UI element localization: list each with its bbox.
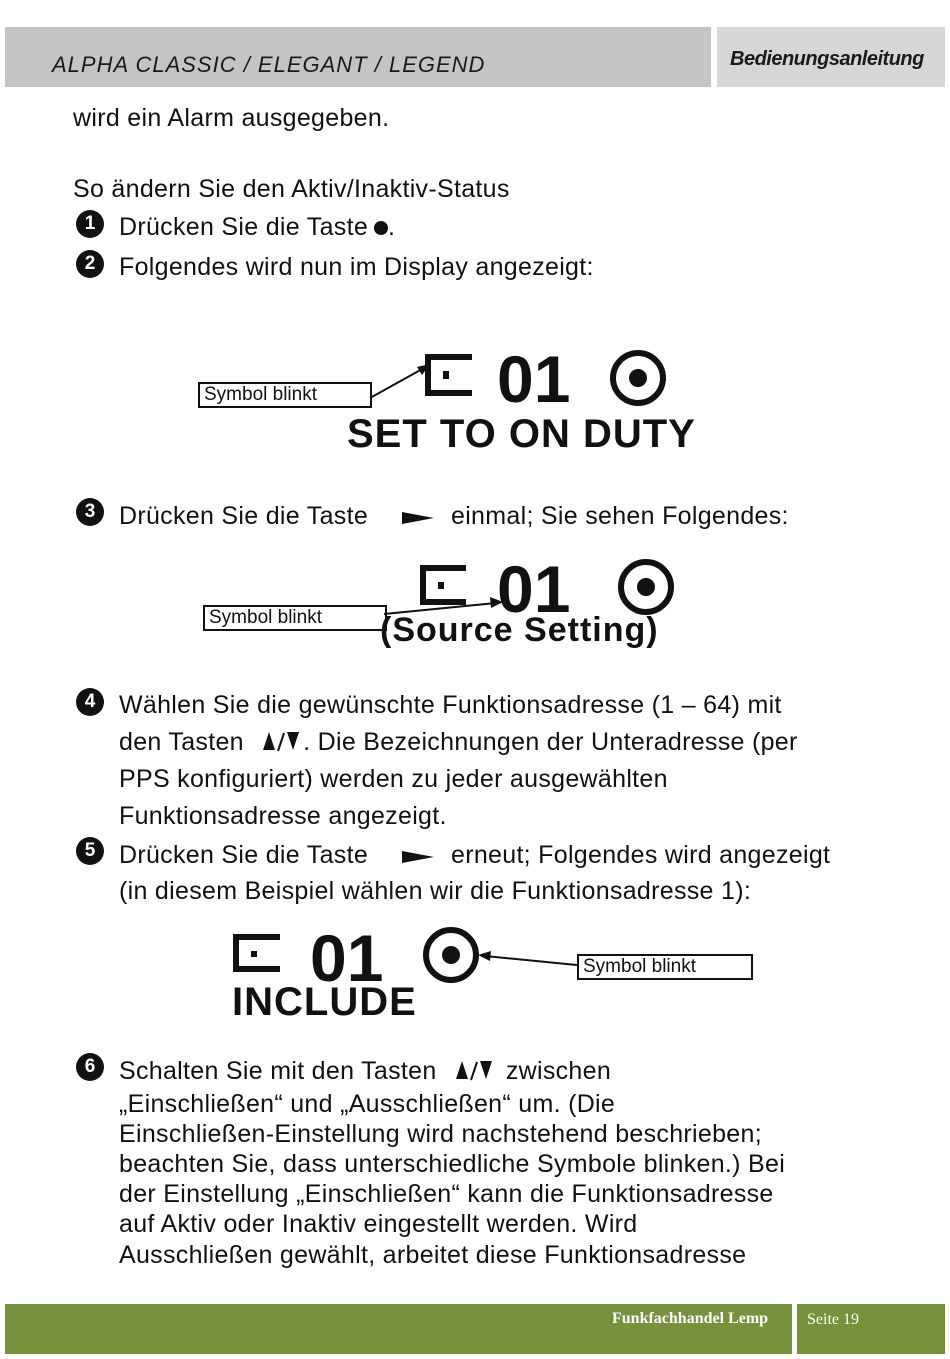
step-3-text-a: Drücken Sie die Taste: [119, 502, 369, 530]
step-6-line-5: der Einstellung „Einschließen“ kann die Funktionsadresse: [119, 1180, 774, 1208]
step-number-3: 3: [76, 498, 104, 526]
intro-line: wird ein Alarm ausgegeben.: [73, 104, 390, 132]
step-1-suffix: .: [388, 213, 396, 241]
step-4-line-4: Funktionsadresse angezeigt.: [119, 802, 447, 830]
page-number: Seite 19: [807, 1311, 859, 1328]
section-title: So ändern Sie den Aktiv/Inaktiv-Status: [73, 175, 510, 203]
step-5-text-b: erneut; Folgendes wird angezeigt: [451, 841, 831, 869]
step-6-line-4: beachten Sie, dass unterschiedliche Symbole blinken.) Bei: [119, 1150, 786, 1178]
display-3-number: 01: [310, 921, 384, 995]
step-4-line-1: Wählen Sie die gewünschte Funktionsadresse (1 – 64) mit: [119, 691, 782, 719]
display-2-caption: (Source Setting): [380, 611, 659, 649]
step-4-line-3: PPS konfiguriert) werden zu jeder ausgewählten: [119, 765, 668, 793]
step-number-5: 5: [76, 837, 104, 865]
step-number-2: 2: [76, 250, 104, 278]
display-3-caption: INCLUDE: [232, 980, 417, 1024]
step-4-line-2-a: den Tasten: [119, 728, 244, 756]
symbol-blinkt-label: Symbol blinkt: [577, 954, 753, 980]
symbol-blinkt-label: Symbol blinkt: [198, 382, 372, 408]
step-number-6: 6: [76, 1053, 104, 1081]
step-number-1: 1: [76, 210, 104, 238]
header-manual-label: Bedienungsanleitung: [730, 48, 924, 70]
display-2-number: 01: [497, 552, 571, 626]
step-6-line-6: auf Aktiv oder Inaktiv eingestellt werden. Wird: [119, 1210, 638, 1238]
step-6-line-1: [119, 1056, 611, 1086]
step-3-text-b: einmal; Sie sehen Folgendes:: [451, 502, 789, 530]
step-6-line-7: Ausschließen gewählt, arbeitet diese Funktionsadresse: [119, 1241, 747, 1269]
step-number-4: 4: [76, 688, 104, 716]
step-6-line-2: „Einschließen“ und „Ausschließen“ um. (Die: [119, 1090, 616, 1118]
step-4-line-2-b: . Die Bezeichnungen der Unteradresse (per: [303, 728, 798, 756]
symbol-blinkt-label: Symbol blinkt: [203, 605, 387, 631]
step-6-line-1-b: zwischen: [505, 1057, 612, 1085]
step-5-text-a: Drücken Sie die Taste: [119, 841, 369, 869]
step-6-line-3: Einschließen-Einstellung wird nachstehend beschrieben;: [119, 1120, 762, 1148]
step-1-label: Drücken Sie die Taste: [119, 213, 369, 241]
display-1-number: 01: [497, 342, 571, 416]
step-6-line-1-a: Schalten Sie mit den Tasten: [119, 1057, 437, 1085]
footer-brand: Funkfachhandel Lemp: [612, 1310, 769, 1327]
header-title: ALPHA CLASSIC / ELEGANT / LEGEND: [52, 52, 486, 77]
display-1-caption: SET TO ON DUTY: [347, 412, 696, 456]
up-down-arrows-icon: [454, 1059, 496, 1081]
step-2-text: Folgendes wird nun im Display angezeigt:: [119, 253, 594, 281]
step-5-line-2: (in diesem Beispiel wählen wir die Funktionsadresse 1):: [119, 877, 752, 905]
